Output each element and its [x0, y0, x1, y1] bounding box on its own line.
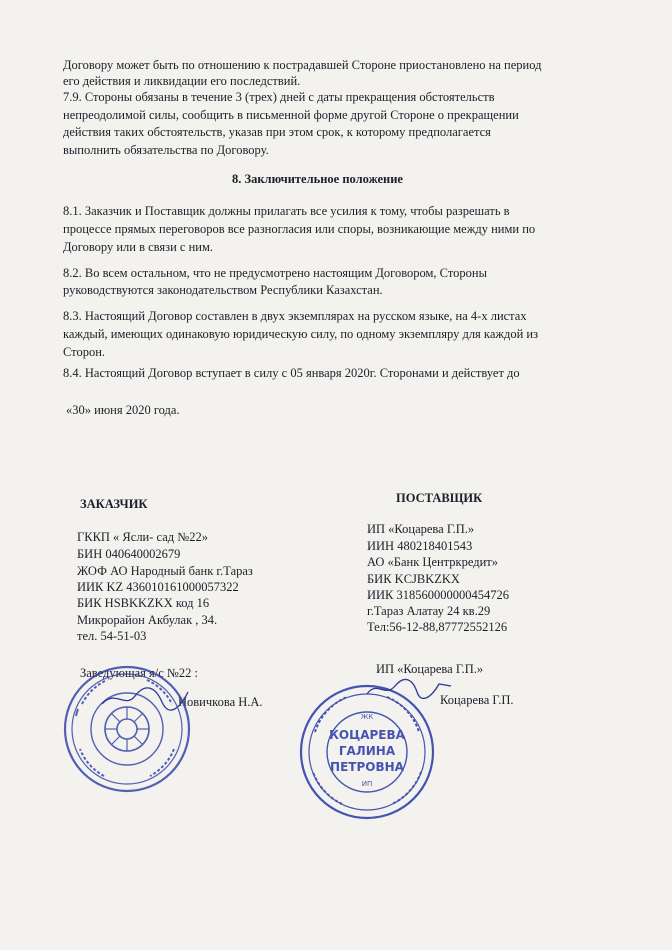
clause-8-3-line2: каждый, имеющих одинаковую юридическую силу, по одному экземпляру для каждой из [63, 327, 539, 341]
customer-phone: тел. 54-51-03 [77, 629, 147, 643]
stamp-bottom-text: ИП [361, 780, 373, 788]
supplier-iin: ИИН 480218401543 [367, 539, 473, 553]
section7-line2: его действия и ликвидации его последствий. [63, 74, 301, 88]
clause-8-1-line2: процессе прямых переговоров все разногласия или споры, возникающие между ними по [63, 222, 536, 236]
customer-bin: БИН 040640002679 [77, 547, 181, 561]
customer-sign-title: Заведующая я/с №22 : [80, 666, 198, 680]
supplier-signature [365, 676, 455, 704]
customer-signature [100, 684, 190, 714]
section7-line1: Договору может быть по отношению к пострадавшей Стороне приостановлено на период [63, 58, 542, 72]
customer-name: ГККП « Ясли- сад №22» [77, 530, 208, 544]
clause-8-1-line3: Договору или в связи с ним. [63, 240, 214, 254]
stamp-name-line3: ПЕТРОВНА [330, 760, 404, 774]
supplier-heading: ПОСТАВЩИК [396, 491, 483, 505]
customer-bank: ЖОФ АО Народный банк г.Тараз [77, 564, 253, 578]
clause-8-4-line1: 8.4. Настоящий Договор вступает в силу с 05 января 2020г. Сторонами и действует до [63, 366, 520, 380]
section8-title: 8. Заключительное положение [232, 172, 403, 186]
supplier-iik: ИИК 318560000000454726 [367, 588, 510, 602]
supplier-phone: Тел:56-12-88,87772552126 [367, 620, 508, 634]
supplier-bank: АО «Банк Центркредит» [367, 555, 499, 569]
supplier-name: ИП «Коцарева Г.П.» [367, 522, 475, 536]
customer-iik: ИИК KZ 436010161000057322 [77, 580, 239, 594]
clause-7-9-line1: 7.9. Стороны обязаны в течение 3 (трех) дней с даты прекращения обстоятельств [63, 90, 495, 104]
clause-7-9-line2: непреодолимой силы, сообщить в письменной форме другой Стороне о прекращении [63, 108, 519, 122]
clause-7-9-line4: выполнить обязательства по Договору. [63, 143, 269, 157]
customer-bik: БИК HSBKKZKX код 16 [77, 596, 210, 610]
clause-8-3-line1: 8.3. Настоящий Договор составлен в двух экземплярах на русском языке, на 4-х листах [63, 309, 527, 323]
clause-8-1-line1: 8.1. Заказчик и Поставщик должны прилагать все усилия к тому, чтобы разрешать в [63, 204, 510, 218]
customer-sign-name: Новичкова Н.А. [178, 695, 263, 709]
clause-8-2-line1: 8.2. Во всем остальном, что не предусмотрено настоящим Договором, Стороны [63, 266, 487, 280]
stamp-top-text: ЖК [360, 713, 374, 721]
customer-heading: ЗАКАЗЧИК [80, 497, 148, 511]
customer-address: Микрорайон Акбулак , 34. [77, 613, 218, 627]
supplier-sign-name: Коцарева Г.П. [440, 693, 514, 707]
clause-8-3-line3: Сторон. [63, 345, 106, 359]
clause-7-9-line3: действия таких обстоятельств, указав при этом срок, к которому предполагается [63, 125, 491, 139]
stamp-name-line2: ГАЛИНА [338, 744, 396, 758]
supplier-sign-title: ИП «Коцарева Г.П.» [376, 662, 484, 676]
stamp-name-line1: КОЦАРЕВА [329, 728, 405, 742]
supplier-bik: БИК KCJBKZKX [367, 572, 460, 586]
supplier-address: г.Тараз Алатау 24 кв.29 [367, 604, 491, 618]
clause-8-4-line2: «30» июня 2020 года. [66, 403, 180, 417]
clause-8-2-line2: руководствуются законодательством Республики Казахстан. [63, 283, 383, 297]
